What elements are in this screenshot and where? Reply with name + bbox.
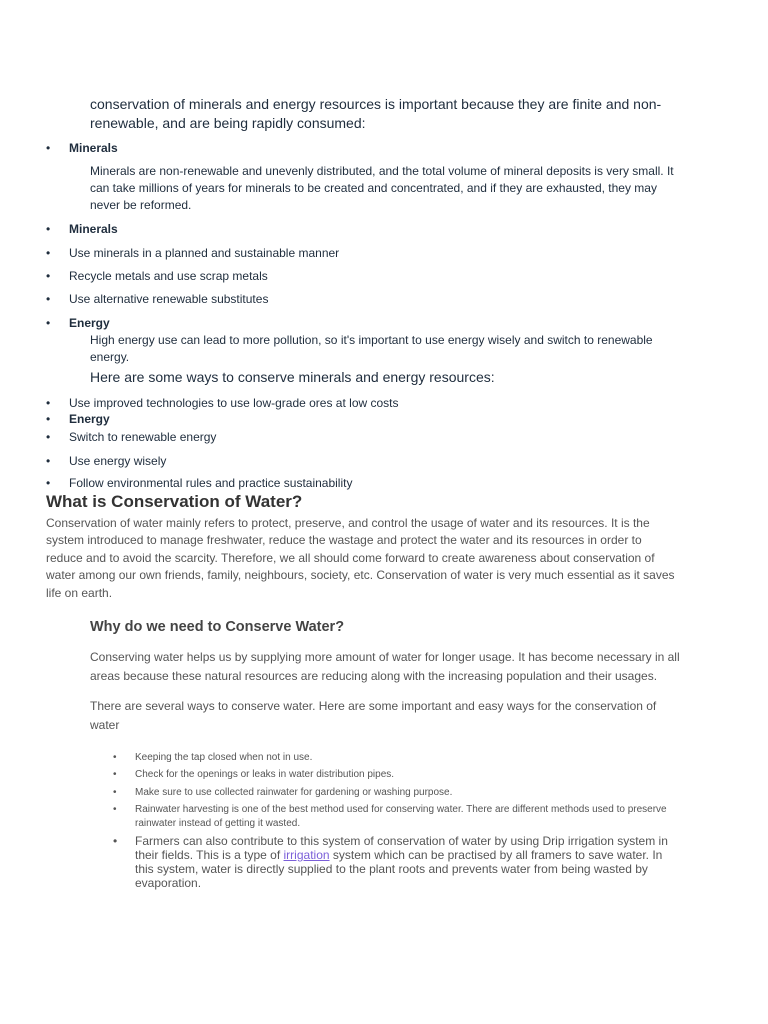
bullet-icon: • (46, 269, 51, 283)
bullet-icon: • (46, 476, 51, 490)
water-way-text: Make sure to use collected rainwater for gardening or washing purpose. (135, 787, 453, 798)
water-paragraph: Conservation of water mainly refers to protect, preserve, and control the usage of water and its resources. It is the system introduced to manage freshwater, reduce the wastage and protect the water and its resources in order to reduce and to avoid the scarcity. Therefore, we all should come forward to create awareness about conservation of water among our own friends, family, neighbours, society, etc. Conservation of water is very much essential as it saves life on earth. (46, 516, 675, 600)
water-way-text: Keeping the tap closed when not in use. (135, 752, 313, 763)
bullet-icon: • (46, 292, 51, 306)
bullet-icon: • (113, 787, 117, 798)
water-way-text: Check for the openings or leaks in water distribution pipes. (135, 769, 395, 780)
water-way-text (135, 834, 670, 890)
bullet-icon: • (113, 752, 117, 763)
mineral-tip-text: Recycle metals and use scrap metals (69, 269, 268, 283)
energy-heading: Energy (69, 412, 110, 426)
bullet-icon: • (46, 396, 51, 410)
water-way-text: Rainwater harvesting is one of the best method used for conserving water. There are different methods used to preserve rainwater instead of getting it wasted. (135, 804, 667, 829)
way-text: Use improved technologies to use low-grade ores at low costs (69, 396, 399, 410)
why-paragraph-2: There are several ways to conserve water. Here are some important and easy ways for the conservation of water (90, 699, 657, 732)
mineral-tip-text: Use minerals in a planned and sustainable manner (69, 246, 340, 260)
bullet-icon: • (113, 769, 117, 780)
bullet-icon: • (113, 834, 118, 848)
bullet-icon: • (46, 316, 51, 330)
drip-text-after: system which can be practised by all framers to save water. In this system, water is directly supplied to the plant roots and prevents water from being wasted by evaporation. (135, 848, 663, 890)
bullet-icon: • (46, 141, 51, 155)
mineral-tip-text: Use alternative renewable substitutes (69, 292, 269, 306)
why-heading: Why do we need to Conserve Water? (90, 619, 345, 635)
bullet-icon: • (46, 454, 51, 468)
why-paragraph-1: Conserving water helps us by supplying more amount of water for longer usage. It has become necessary in all areas because these natural resources are reducing along with the increasing population and their usages. (90, 650, 680, 683)
energy-heading: Energy (69, 316, 110, 330)
energy-description: High energy use can lead to more pollution, so it's important to use energy wisely and switch to renewable energy. (90, 333, 653, 364)
bullet-icon: • (46, 430, 51, 444)
bullet-icon: • (113, 804, 117, 815)
energy-tip-text: Switch to renewable energy (69, 430, 217, 444)
bullet-icon: • (46, 246, 51, 260)
minerals-heading: Minerals (69, 141, 118, 155)
bullet-icon: • (46, 222, 51, 236)
ways-intro: Here are some ways to conserve minerals and energy resources: (90, 369, 495, 385)
intro-paragraph: conservation of minerals and energy resources is important because they are finite and non-renewable, and are being rapidly consumed: (90, 96, 662, 131)
energy-tip-text: Follow environmental rules and practice sustainability (69, 476, 353, 490)
energy-tip-text: Use energy wisely (69, 454, 167, 468)
minerals-description: Minerals are non-renewable and unevenly distributed, and the total volume of mineral deposits is very small. It can take millions of years for minerals to be created and concentrated, and if they are exhausted, they may never be reformed. (90, 164, 674, 212)
bullet-icon: • (46, 412, 51, 426)
drip-text-before: Farmers can also contribute to this system of conservation of water by using Drip irrigation system in their fields. This is a type of (135, 834, 668, 862)
minerals-heading: Minerals (69, 222, 118, 236)
water-heading: What is Conservation of Water? (46, 492, 303, 511)
irrigation-link[interactable]: irrigation (283, 848, 330, 862)
